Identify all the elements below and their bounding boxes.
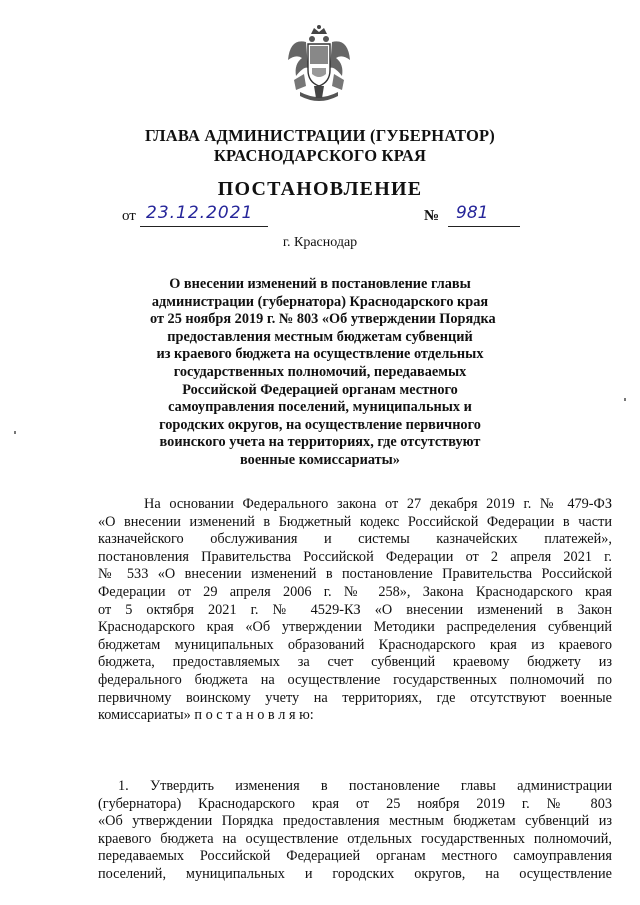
resolution-item-1 bbox=[98, 778, 612, 884]
body-line: Федерации от 29 апреля 2006 г. № 258», Закона Краснодарского края bbox=[98, 583, 612, 600]
title-line: О внесении изменений в постановление главы bbox=[169, 276, 471, 292]
body-line: № 533 «О внесении изменений в постановление Правительства Российской bbox=[98, 566, 612, 583]
title-line: администрации (губернатора) Краснодарского края bbox=[151, 293, 489, 310]
body-line-last: комиссариаты» п о с т а н о в л я ю: bbox=[98, 707, 314, 724]
body-line: На основании Федерального закона от 27 декабря 2019 г. № 479-ФЗ bbox=[144, 496, 612, 512]
preamble-paragraph bbox=[98, 496, 612, 725]
number-prefix: № bbox=[424, 208, 440, 224]
scan-speck bbox=[624, 398, 626, 401]
body-line: 1. Утвердить изменения в постановление главы администрации bbox=[118, 778, 612, 794]
title-line: самоуправления поселений, муниципальных и bbox=[168, 399, 472, 416]
date-prefix: от bbox=[122, 208, 136, 224]
document-date: 23.12.2021 bbox=[140, 203, 268, 227]
title-line: воинского учета на территориях, где отсутствуют bbox=[159, 434, 481, 451]
title-line: из краевого бюджета на осуществление отдельных bbox=[156, 346, 484, 363]
coat-of-arms-emblem bbox=[284, 24, 354, 108]
issuing-city: г. Краснодар bbox=[282, 235, 358, 250]
title-line: Российской Федерацией органам местного bbox=[182, 381, 458, 398]
body-line: «О внесении изменений в Бюджетный кодекс Российской Федерации в части bbox=[98, 513, 612, 530]
title-line: предоставления местным бюджетам субвенций bbox=[167, 328, 473, 345]
document-title bbox=[150, 276, 496, 470]
title-line: государственных полномочий, передаваемых bbox=[173, 363, 467, 380]
authority-name-line1: ГЛАВА АДМИНИСТРАЦИИ (ГУБЕРНАТОР) bbox=[145, 126, 495, 145]
body-line: бюджетам муниципальных образований Краснодарского края из краевого bbox=[98, 636, 612, 653]
body-line: «Об утверждении Порядка предоставления местным бюджетам субвенций из bbox=[98, 813, 612, 830]
body-line: передаваемых Российской Федерацией органам местного самоуправления bbox=[98, 848, 612, 865]
body-line: Краснодарского края «Об утверждении Методики распределения субвенций bbox=[98, 619, 612, 636]
body-line: от 5 октября 2021 г. № 4529-КЗ «О внесении изменений в Закон bbox=[98, 601, 612, 618]
document-type-heading: ПОСТАНОВЛЕНИЕ bbox=[217, 178, 423, 200]
body-line: (губернатора) Краснодарского края от 25 ноября 2019 г. № 803 bbox=[98, 795, 612, 812]
body-line: первичному воинскому учету на территориях, где отсутствуют военные bbox=[98, 689, 612, 706]
scan-speck bbox=[14, 431, 16, 434]
body-line: постановления Правительства Российской Федерации от 2 апреля 2021 г. bbox=[98, 548, 612, 565]
body-line: казначейского обслуживания и системы казначейских платежей», bbox=[98, 531, 612, 548]
body-line: краевого бюджета на осуществление отдельных государственных полномочий, bbox=[98, 830, 612, 847]
body-line: федерального бюджета на осуществление государственных полномочий по bbox=[98, 671, 612, 688]
document-number: 981 bbox=[448, 203, 520, 227]
title-line: городских округов, на осуществление первичного bbox=[159, 416, 481, 433]
authority-name-line2: КРАСНОДАРСКОГО КРАЯ bbox=[213, 146, 427, 165]
body-line: поселений, муниципальных и городских округов, на осуществление bbox=[98, 865, 612, 882]
title-line: военные комиссариаты» bbox=[240, 451, 400, 468]
title-line: от 25 ноября 2019 г. № 803 «Об утверждении Порядка bbox=[150, 311, 496, 328]
body-line: бюджета, предоставляемых за счет субвенций краевому бюджету из bbox=[98, 654, 612, 671]
